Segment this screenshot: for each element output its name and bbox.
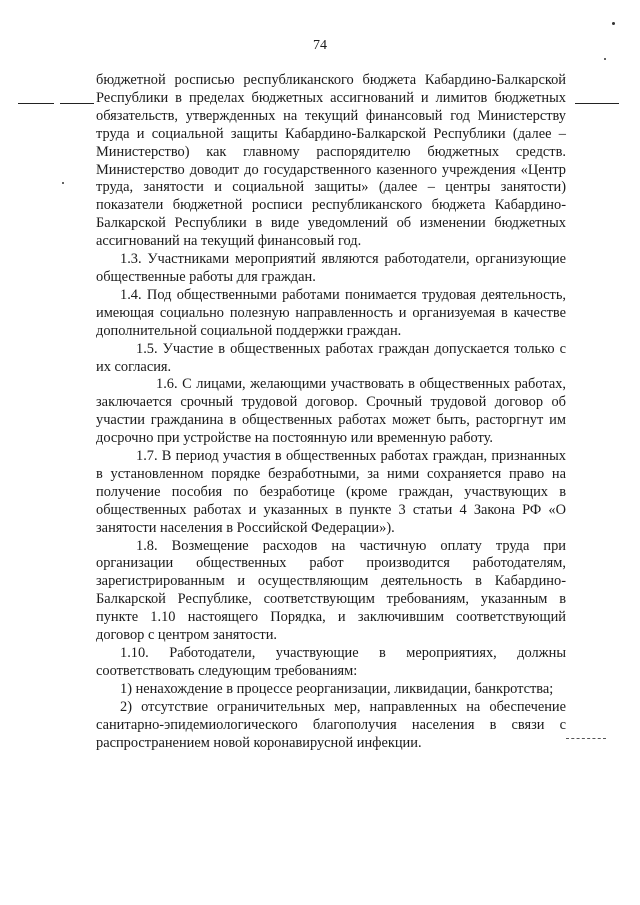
scan-artifact-line	[60, 103, 94, 104]
paragraph-1-7: 1.7. В период участия в общественных работах граждан, признанных в установленном порядке безработными, за ними сохраняется право на получение пособия по безработице (кроме граждан, участвующих в общественных работах и указанных в пункте 3 статьи 4 Закона РФ «О занятости населения в Российской Федерации»).	[96, 448, 566, 536]
scan-artifact-dot	[604, 58, 606, 60]
paragraph-1-3: 1.3. Участниками мероприятий являются работодатели, организующие общественные работы для граждан.	[96, 251, 566, 285]
scan-artifact-dot	[612, 22, 615, 25]
requirement-item-2: 2) отсутствие ограничительных мер, направленных на обеспечение санитарно-эпидемиологического благополучия населения в связи с распространением новой коронавирусной инфекции.	[96, 698, 566, 751]
scan-artifact-dashes	[566, 738, 606, 739]
scan-artifact-line	[18, 103, 54, 104]
paragraph-budget-continuation: бюджетной росписью республиканского бюджета Кабардино-Балкарской Республики в пределах бюджетных ассигнований и лимитов бюджетных обязательств, утвержденных на текущий финансовый год Министерству труда и социальной защиты Кабардино-Балкарской Республики (далее – Министерство) как главному распорядителю бюджетных средств. Министерство доводит до государственного казенного учреждения «Центр труда, занятости и социальной защиты» (далее – центры занятости) показатели бюджетной росписи республиканского бюджета Кабардино-Балкарской Республики в виде уведомлений об изменении бюджетных ассигнований на текущий финансовый год.	[96, 72, 566, 250]
scan-artifact-line	[575, 103, 619, 104]
paragraph-1-6: 1.6. С лицами, желающими участвовать в общественных работах, заключается срочный трудовой договор. Срочный трудовой договор об участии гражданина в общественных работах может быть, расторгнут им досрочно при устройстве на постоянную или временную работу.	[96, 376, 566, 447]
paragraph-1-8: 1.8. Возмещение расходов на частичную оплату труда при организации общественных работ производится работодателям, зарегистрированным и осуществляющим деятельность в Кабардино-Балкарской Республике, соответствующим требованиям, указанным в пункте 1.10 настоящего Порядка, и заключившим соответствующий договор с центром занятости.	[96, 537, 566, 644]
page-number: 74	[313, 38, 327, 53]
scan-artifact-dot	[62, 182, 64, 184]
paragraph-1-5: 1.5. Участие в общественных работах граждан допускается только с их согласия.	[96, 340, 566, 375]
document-body	[96, 72, 566, 752]
requirement-item-1: 1) ненахождение в процессе реорганизации, ликвидации, банкротства;	[120, 680, 554, 697]
paragraph-1-10: 1.10. Работодатели, участвующие в мероприятиях, должны соответствовать следующим требованиям:	[96, 645, 566, 679]
paragraph-1-4: 1.4. Под общественными работами понимается трудовая деятельность, имеющая социально полезную направленность и организуемая в качестве дополнительной социальной поддержки граждан.	[96, 286, 566, 339]
